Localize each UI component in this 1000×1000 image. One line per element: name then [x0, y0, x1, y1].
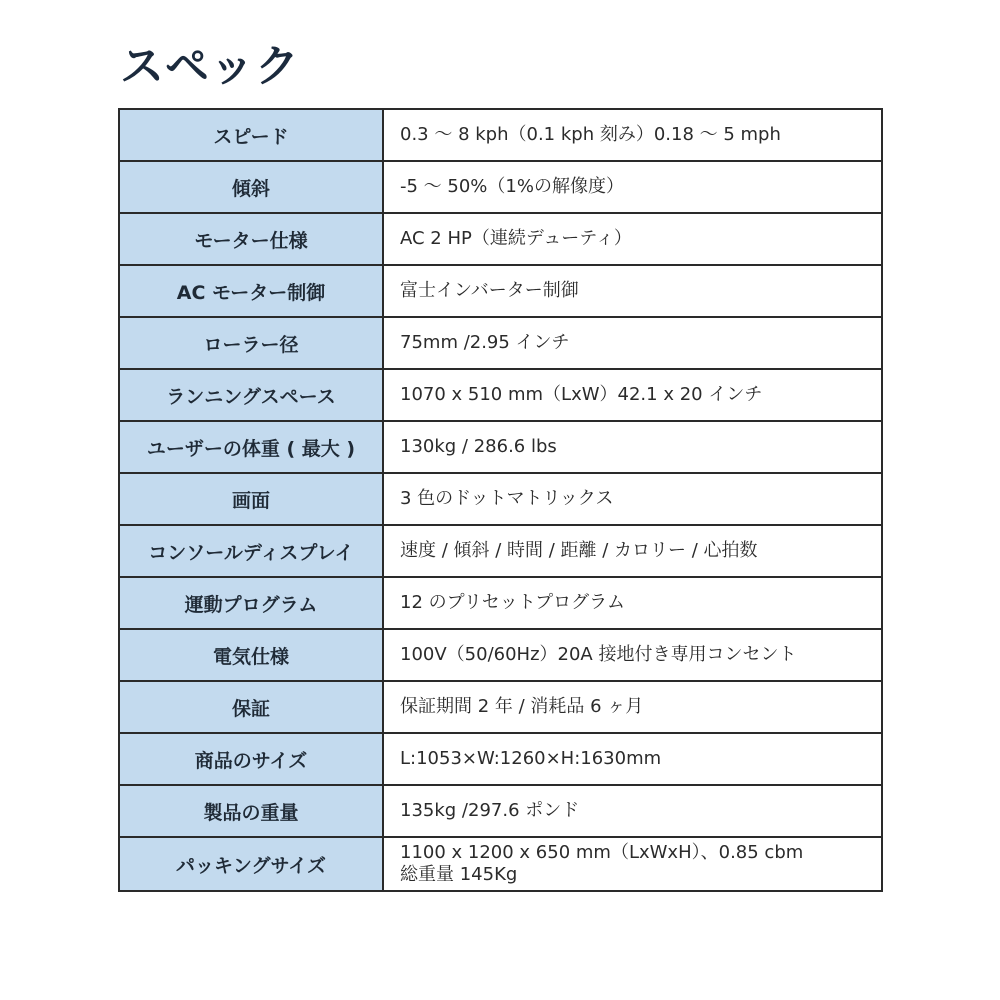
row-label: ランニングスペース [119, 369, 383, 421]
row-value-line-2: 総重量 145Kg [400, 864, 518, 885]
row-value: -5 〜 50%（1%の解像度） [383, 161, 882, 213]
row-value: 富士インバーター制御 [383, 265, 882, 317]
row-label: 画面 [119, 473, 383, 525]
row-label: 電気仕様 [119, 629, 383, 681]
row-label: ユーザーの体重 ( 最大 ) [119, 421, 383, 473]
row-label: AC モーター制御 [119, 265, 383, 317]
row-label: 傾斜 [119, 161, 383, 213]
table-row [119, 317, 882, 369]
row-value: 75mm /2.95 インチ [383, 317, 882, 369]
row-value: 3 色のドットマトリックス [383, 473, 882, 525]
row-label: コンソールディスプレイ [119, 525, 383, 577]
table-row [119, 109, 882, 161]
table-row [119, 733, 882, 785]
row-value: 12 のプリセットプログラム [383, 577, 882, 629]
table-row [119, 473, 882, 525]
row-value: 1070 x 510 mm（LxW）42.1 x 20 インチ [383, 369, 882, 421]
table-row [119, 369, 882, 421]
row-label: スピード [119, 109, 383, 161]
row-value: 130kg / 286.6 lbs [383, 421, 882, 473]
table-row [119, 525, 882, 577]
row-label: ローラー径 [119, 317, 383, 369]
row-label: 保証 [119, 681, 383, 733]
spec-table [118, 108, 883, 892]
row-value: 速度 / 傾斜 / 時間 / 距離 / カロリー / 心拍数 [383, 525, 882, 577]
row-value: AC 2 HP（連続デューティ） [383, 213, 882, 265]
row-label: 運動プログラム [119, 577, 383, 629]
row-value: L:1053×W:1260×H:1630mm [383, 733, 882, 785]
table-row [119, 681, 882, 733]
row-value: 100V（50/60Hz）20A 接地付き専用コンセント [383, 629, 882, 681]
row-label: モーター仕様 [119, 213, 383, 265]
row-value-line-1: 1100 x 1200 x 650 mm（LxWxH）、0.85 cbm [400, 842, 804, 864]
table-row [119, 213, 882, 265]
table-row [119, 629, 882, 681]
table-row [119, 577, 882, 629]
row-value: 0.3 〜 8 kph（0.1 kph 刻み）0.18 〜 5 mph [383, 109, 882, 161]
table-row [119, 265, 882, 317]
row-label: 商品のサイズ [119, 733, 383, 785]
row-value: 135kg /297.6 ポンド [383, 785, 882, 837]
table-row [119, 837, 882, 891]
row-label: パッキングサイズ [119, 837, 383, 891]
page-title: スペック [120, 41, 300, 92]
table-row [119, 161, 882, 213]
row-value: 保証期間 2 年 / 消耗品 6 ヶ月 [383, 681, 882, 733]
row-label: 製品の重量 [119, 785, 383, 837]
row-value [383, 837, 882, 891]
table-row [119, 785, 882, 837]
table-row [119, 421, 882, 473]
